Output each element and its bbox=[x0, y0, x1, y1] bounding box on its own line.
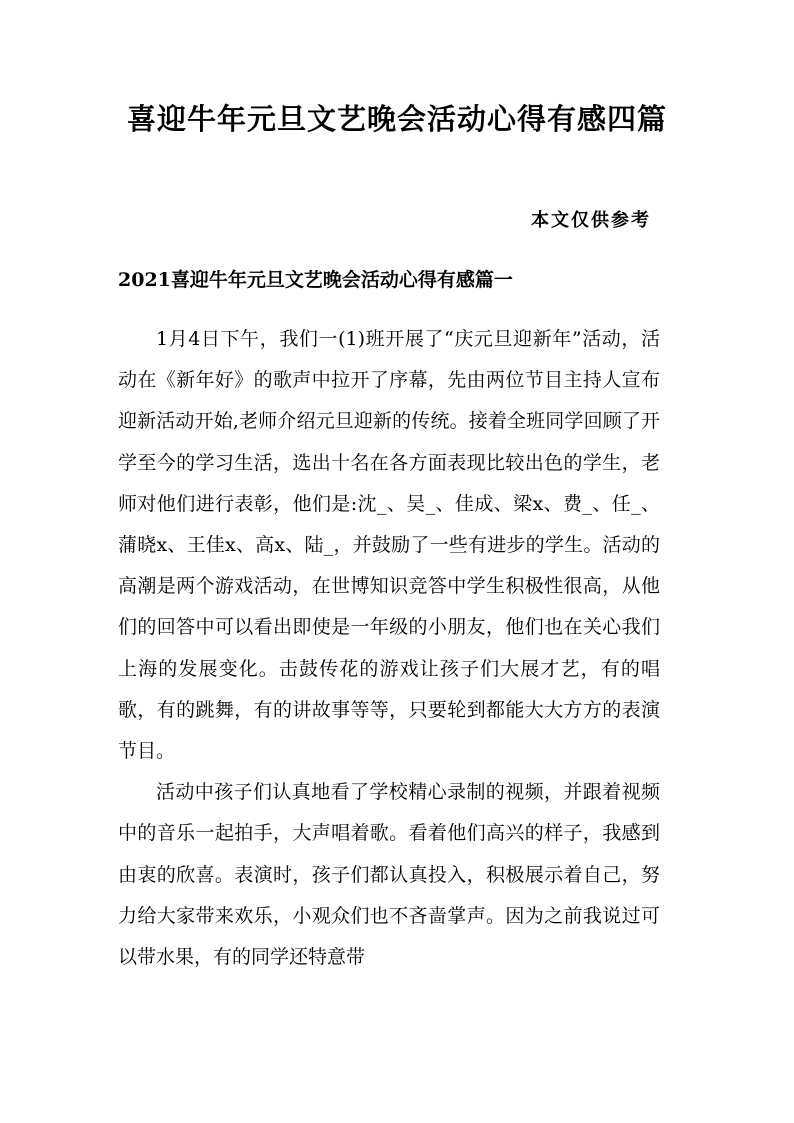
body-paragraph-1: 1月4日下午，我们一(1)班开展了“庆元旦迎新年”活动，活动在《新年好》的歌声中拉开了序幕，先由两位节目主持人宣布迎新活动开始,老师介绍元旦迎新的传统。接着全班同学回顾了开学至今的学习生活，选出十名在各方面表现比较出色的学生，老师对他们进行表彰，他们是:沈_、吴_、佳成、梁x、费_、任_、蒲晓x、王佳x、高x、陆_，并鼓励了一些有进步的学生。活动的高潮是两个游戏活动，在世博知识竞答中学生积极性很高，从他们的回答中可以看出即使是一年级的小朋友，他们也在关心我们上海的发展变化。击鼓传花的游戏让孩子们大展才艺，有的唱歌，有的跳舞，有的讲故事等等，只要轮到都能大大方方的表演节目。 bbox=[118, 328, 660, 763]
section-title: 2021喜迎牛年元旦文艺晚会活动心得有感篇一 bbox=[118, 269, 513, 291]
document-title: 喜迎牛年元旦文艺晚会活动心得有感四篇 bbox=[126, 102, 667, 136]
document-body bbox=[118, 319, 660, 978]
body-paragraph-2: 活动中孩子们认真地看了学校精心录制的视频，并跟着视频中的音乐一起拍手，大声唱着歌。看着他们高兴的样子，我感到由衷的欣喜。表演时，孩子们都认真投入，积极展示着自己，努力给大家带来欢乐，小观众们也不吝啬掌声。因为之前我说过可以带水果，有的同学还特意带 bbox=[118, 781, 660, 969]
reference-note: 本文仅供参考 bbox=[531, 210, 651, 231]
